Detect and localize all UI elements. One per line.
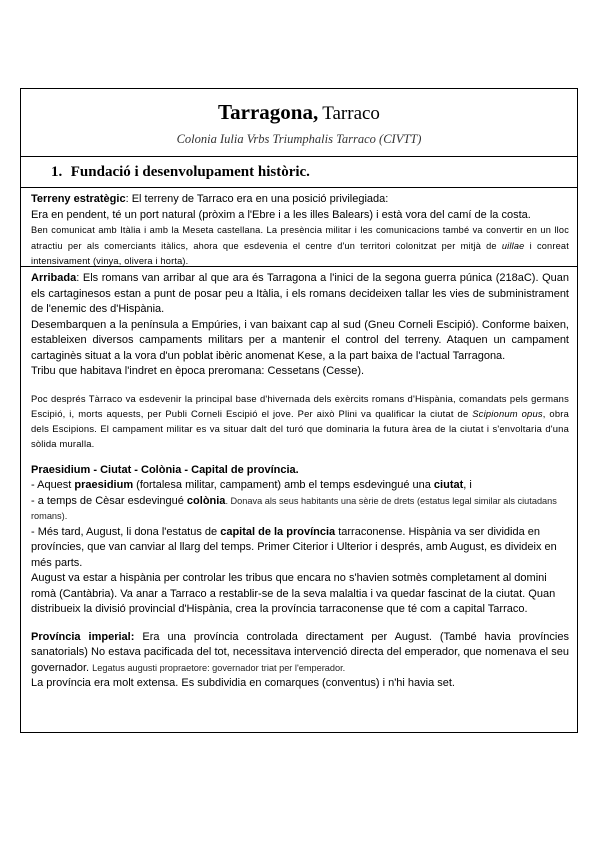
terreny-text-3 [31, 223, 569, 270]
title-box [21, 89, 577, 157]
poc-text-1: Poc després Tàrraco va esdevenir la principal base d'hivernada dels exèrcits romans d'Hispània, comandats pels germans Escipió, i, morts aquests, per Publi Corneli Escipió el jove. Per això Plini va qualificar la ciutat de [31, 392, 569, 419]
section-heading [21, 157, 577, 188]
praesidium-l2c: . Donava als seus habitants una sèrie de drets (estatus legal similar als ciutadans romans). [31, 495, 557, 521]
praesidium-l3c: tarraconense. Hispània va ser dividida en províncies, que van canviar al llarg del temps. Primer Citerior i Ulterior i després, amb August, es divideix en més parts. [31, 525, 557, 569]
terreny-block [21, 188, 577, 267]
praesidium-l2a: - a temps de Cèsar esdevingué [31, 494, 187, 507]
terreny-text-3a: Ben comunicat amb Itàlia i amb la Meseta castellana. La presència militar i les comunicacions també va convertir en un lloc atractiu per als comerciants itàlics, ahora que esdevenia el centre d'un territori colonitzat per mitjà de [31, 225, 569, 251]
terreny-text-3b: uillae [501, 240, 525, 251]
praesidium-l1a: - Aquest [31, 479, 75, 491]
arribada-para-2: Desembarquen a la península a Empúries, i van baixant cap al sud (Gneu Corneli Escipió). Conforme baixen, estableixen diversos campaments militars per a mantenir el control del terreny. Ataquen un campament cartaginès situat a la vora d'un poblat ibèric anomenat Kese, a la part baixa de l'actual Tarragona. [31, 318, 569, 362]
spacer [31, 618, 569, 630]
terreny-text-1: : El terreny de Tarraco era en una posició privilegiada: [125, 193, 389, 205]
section-title: Fundació i desenvolupament històric. [70, 164, 310, 180]
arribada-para-3: Tribu que habitava l'indret en època preromana: Cessetans (Cesse). [31, 365, 365, 377]
poc-text-2: , obra dels Escipions. El campament militar es va situar dalt del turó que dominaria la futura àrea de la ciutat i s'envoltaria d'una sòlida muralla. [31, 407, 569, 449]
provincia-text-2: La província era molt extensa. Es subdividia en comarques (conventus) i n'hi havia set. [31, 677, 455, 689]
arribada-text-1: : Els romans van arribar al que ara és Tarragona a l'inici de la segona guerra púnica (218aC). Quan els cartaginesos estan a punt de posar peu a Itàlia, i els romans decideixen tallar les vies de subministrament de l'enemic des d'Hispània. [31, 272, 569, 315]
praesidium-l1c: (fortalesa militar, campament) amb el temps esdevingué una [133, 479, 434, 491]
praesidium-l3b: capital de la província [220, 525, 336, 538]
poc-italic: Scipionum opus [472, 407, 543, 419]
praesidium-l2b: colònia [186, 494, 226, 507]
provincia-text-1: Era una província controlada directament per August. (També havia províncies sanatorials) No estava pacificada del tot, necessitava intervenció directa del emperador, que nomenava el seu governador. [31, 630, 569, 674]
praesidium-line-1 [31, 478, 569, 494]
poc-para [31, 391, 569, 451]
title-main: Tarragona, [218, 100, 319, 124]
provincia-note: Legatus augusti propraetore: governador triat per l'emperador. [92, 662, 346, 673]
terreny-label: Terreny estratègic [31, 193, 126, 205]
praesidium-l1e: , i [463, 479, 472, 491]
praesidium-l3a: - Més tard, August, li dona l'estatus de [31, 525, 221, 538]
terreny-text-2: Era en pendent, té un port natural (pròxim a l'Ebre i a les illes Balears) i està vora del camí de la costa. [31, 208, 531, 221]
title-latin: Tarraco [322, 103, 380, 124]
arribada-label: Arribada [31, 272, 77, 284]
praesidium-heading-text: Praesidium - Ciutat - Colònia - Capital de província. [31, 463, 299, 476]
praesidium-line-2 [31, 494, 569, 525]
page-title [21, 89, 577, 126]
section-number: 1. [51, 164, 63, 180]
terreny-text-3c: i conreat intensivament (vinya, olivera i horta). [31, 240, 569, 266]
praesidium-l1d: ciutat [433, 479, 464, 491]
praesidium-heading [31, 463, 569, 479]
praesidium-l1b: praesidium [74, 479, 134, 491]
spacer [31, 380, 569, 391]
provincia-label: Província imperial: [31, 630, 135, 643]
arribada-block [21, 267, 577, 692]
terreny-line-1 [31, 192, 569, 208]
provincia-para [31, 630, 569, 677]
arribada-para-1 [31, 271, 569, 318]
praesidium-line-3 [31, 525, 569, 572]
spacer [31, 451, 569, 463]
document-frame [20, 88, 578, 733]
page-subtitle: Colonia Iulia Vrbs Triumphalis Tarraco (CIVTT) [176, 132, 422, 146]
praesidium-line-4: August va estar a hispània per controlar les tribus que encara no s'havien sotmès completament al domini romà (Cantàbria). Va anar a Tarraco a restablir-se de la seva malaltia i va quedar fascinat de la ciutat. Quan distribueix la divisió provincial d'Hispània, crea la província tarraconense que té com a capital Tarraco. [31, 572, 556, 615]
